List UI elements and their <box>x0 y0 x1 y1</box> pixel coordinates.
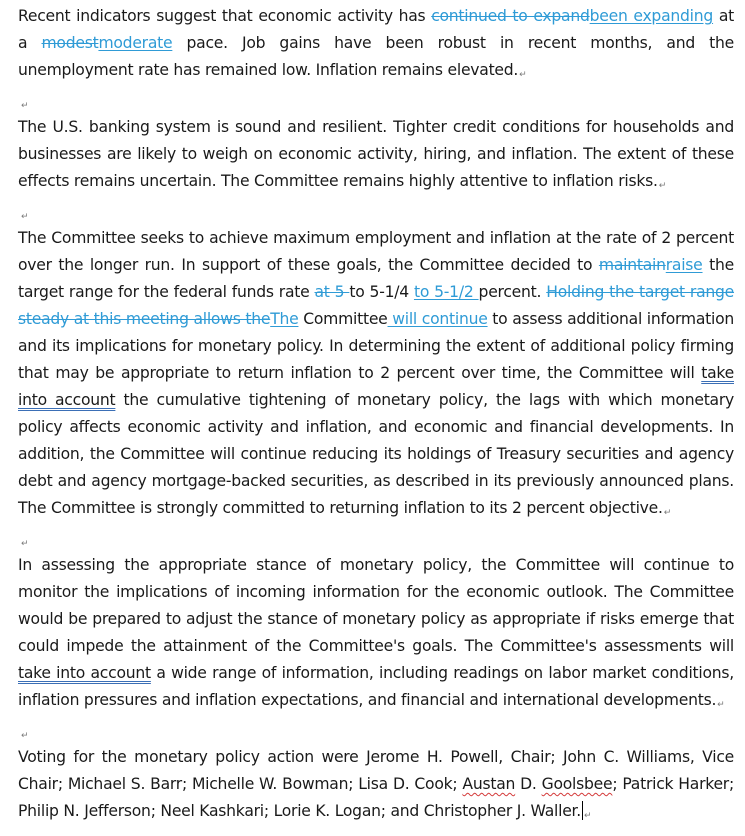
text-run: Recent indicators suggest that economic activity has <box>18 7 432 25</box>
tracked-insertion[interactable]: to 5-1/2 <box>413 283 479 301</box>
paragraph-mark-icon: ↵ <box>21 212 29 222</box>
paragraph-mark-icon: ↵ <box>21 539 29 549</box>
text-run: pace. Job gains have been robust in recent months, and the unemployment rate has remained low. Inflation remains elevated. <box>18 34 734 79</box>
text-run: the target range for the federal funds rate <box>18 256 734 301</box>
paragraph-economic-activity[interactable] <box>18 3 734 87</box>
tracked-insertion[interactable]: moderate <box>98 34 173 52</box>
spelling-flag[interactable]: Austan <box>462 775 516 793</box>
text-run: a wide range of information, including readings on labor market conditions, inflation pressures and inflation expectations, and financial and international developments. <box>18 664 734 709</box>
text-run: Voting for the monetary policy action were Jerome H. Powell, Chair; John C. Williams, Vice Chair; Michael S. Barr; Michelle W. Bowman; Lisa D. Cook; <box>18 748 734 793</box>
tracked-deletion[interactable]: modest <box>41 34 99 52</box>
tracked-deletion[interactable]: at 5 <box>314 283 350 301</box>
tracked-insertion[interactable]: will continue <box>387 310 488 328</box>
text-run: to assess additional information and its implications for monetary policy. In determining the extent of additional policy firming that may be appropriate to return inflation to 2 percent over time, the Committee will <box>18 310 735 382</box>
paragraph-mark-icon: ↵ <box>663 508 672 518</box>
text-run: The Committee seeks to achieve maximum employment and inflation at the rate of 2 percent over the longer run. In support of these goals, the Committee decided to <box>18 229 734 274</box>
tracked-insertion[interactable]: been expanding <box>589 7 714 25</box>
empty-paragraph[interactable] <box>18 525 734 552</box>
tracked-deletion[interactable]: continued to expand <box>431 7 590 25</box>
text-run: The U.S. banking system is sound and resilient. Tighter credit conditions for households and businesses are likely to weigh on economic activity, hiring, and inflation. The extent of these effects remains uncertain. The Committee remains highly attentive to inflation risks. <box>18 118 734 190</box>
empty-paragraph[interactable] <box>18 198 734 225</box>
text-run: at a <box>18 7 734 52</box>
paragraph-policy-decision[interactable] <box>18 225 734 525</box>
text-run: D. <box>515 775 542 793</box>
document-body[interactable] <box>18 3 734 828</box>
grammar-flag[interactable]: take into account <box>18 364 734 409</box>
paragraph-mark-icon: ↵ <box>21 731 29 741</box>
tracked-deletion[interactable]: maintain <box>598 256 666 274</box>
paragraph-voting-members[interactable] <box>18 744 734 828</box>
text-run: to 5-1/4 <box>349 283 414 301</box>
paragraph-banking-system[interactable] <box>18 114 734 198</box>
text-run: the cumulative tightening of monetary policy, the lags with which monetary policy affects economic activity and inflation, and economic and financial developments. In addition, the Committee will continue reducing its holdings of Treasury securities and agency debt and agency mortgage-backed securities, as described in its previously announced plans. The Committee is strongly committed to returning inflation to its 2 percent objective. <box>18 391 734 517</box>
text-run: Committee <box>298 310 388 328</box>
paragraph-mark-icon: ↵ <box>717 700 725 710</box>
spelling-flag[interactable]: Goolsbee <box>541 775 613 793</box>
paragraph-mark-icon: ↵ <box>21 101 29 111</box>
paragraph-policy-stance[interactable] <box>18 552 734 717</box>
grammar-flag[interactable]: take into account <box>18 664 151 682</box>
text-cursor <box>582 801 583 820</box>
empty-paragraph[interactable] <box>18 717 734 744</box>
tracked-deletion[interactable]: Holding the target range steady at this meeting allows the <box>18 283 735 328</box>
tracked-insertion[interactable]: raise <box>665 256 703 274</box>
text-run: ; Patrick Harker; Philip N. Jefferson; Neel Kashkari; Lorie K. Logan; and Christopher J. Waller. <box>18 775 734 820</box>
tracked-insertion[interactable]: The <box>270 310 299 328</box>
text-run: In assessing the appropriate stance of monetary policy, the Committee will continue to monitor the implications of incoming information for the economic outlook. The Committee would be prepared to adjust the stance of monetary policy as appropriate if risks emerge that could impede the attainment of the Committee's goals. The Committee's assessments will <box>18 556 734 655</box>
text-run: percent. <box>478 283 547 301</box>
paragraph-mark-icon: ↵ <box>583 811 592 821</box>
paragraph-mark-icon: ↵ <box>658 181 667 191</box>
paragraph-mark-icon: ↵ <box>519 70 527 80</box>
empty-paragraph[interactable] <box>18 87 734 114</box>
